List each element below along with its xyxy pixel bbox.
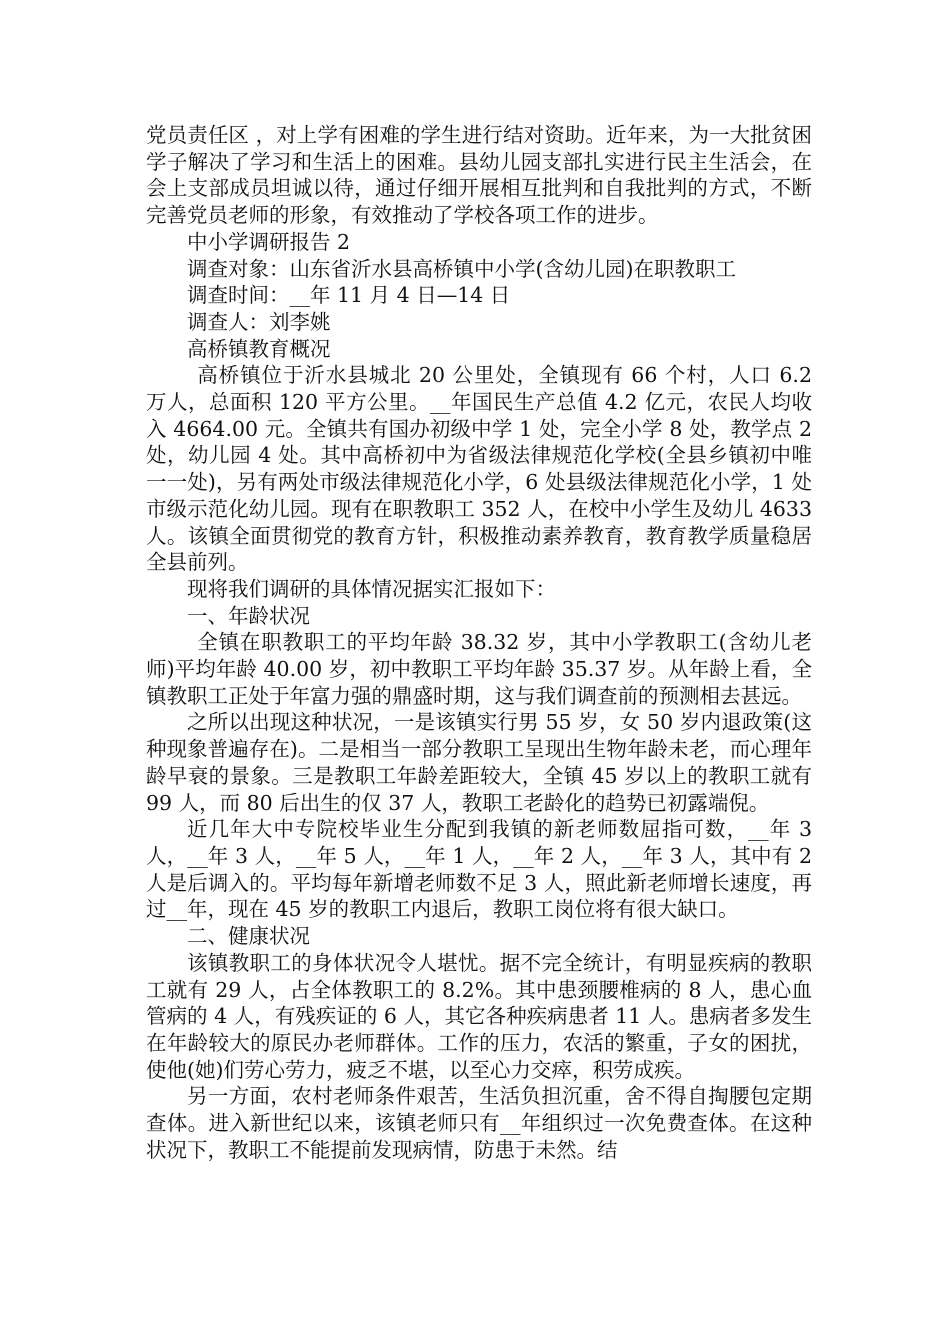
- survey-subject: 调查对象：山东省沂水县高桥镇中小学(含幼儿园)在职教职工: [187, 256, 736, 281]
- paragraph-intro-report: 现将我们调研的具体情况据实汇报如下：: [187, 576, 556, 601]
- survey-time: 调查时间：__年 11 月 4 日—14 日: [187, 283, 511, 308]
- report-title: 中小学调研报告 2: [187, 229, 351, 254]
- paragraph-age-reasons: 之所以出现这种状况，一是该镇实行男 55 岁，女 50 岁内退政策(这种现象普遍存在)。二是相当一部分教职工呈现出生物年龄未老，而心理年龄早衰的景象。三是教职工年龄差距较大，全镇 45 岁以上的教职工就有 99 人，而 80 后出生的仅 37 人，教职工老龄化的趋势已初露端倪。: [146, 710, 812, 815]
- paragraph-health-checkup: 另一方面，农村老师条件艰苦，生活负担沉重，舍不得自掏腰包定期查体。进入新世纪以来，该镇老师只有__年组织过一次免费查体。在这种状况下，教职工不能提前发现病情，防患于未然。结: [146, 1084, 812, 1162]
- section-heading-overview: 高桥镇教育概况: [187, 336, 331, 361]
- document-body: [146, 122, 812, 1163]
- paragraph-new-teachers: 近几年大中专院校毕业生分配到我镇的新老师数屈指可数，__年 3 人，__年 3 人，__年 5 人，__年 1 人，__年 2 人，__年 3 人，其中有 2 人是后调入的。平均每年新增老师数不足 3 人，照此新老师增长速度，再过__年，现在 45 岁的教职工内退后，教职工岗位将有很大缺口。: [146, 817, 812, 922]
- paragraph-overview: 高桥镇位于沂水县城北 20 公里处，全镇现有 66 个村，人口 6.2 万人，总面积 120 平方公里。__年国民生产总值 4.2 亿元，农民人均收入 4664.00 元。全镇共有国办初级中学 1 处，完全小学 8 处，教学点 2 处，幼儿园 4 处。其中高桥初中为省级法律规范化学校(全县乡镇初中唯一一处)，另有两处市级法律规范化小学，6 处县级法律规范化小学，1 处市级示范化幼儿园。现有在职教职工 352 人，在校中小学生及幼儿 4633 人。该镇全面贯彻党的教育方针，积极推动素养教育，教育教学质量稳居全县前列。: [146, 363, 812, 575]
- surveyor: 调查人：刘李姚: [187, 309, 331, 334]
- paragraph-health-status: 该镇教职工的身体状况令人堪忧。据不完全统计，有明显疾病的教职工就有 29 人，占全体教职工的 8.2%。其中患颈腰椎病的 8 人，患心血管病的 4 人，有残疾证的 6 人，其它各种疾病患者 11 人。患病者多发生在年龄较大的原民办老师群体。工作的压力，农活的繁重，子女的困扰，使他(她)们劳心劳力，疲乏不堪，以至心力交瘁，积劳成疾。: [146, 950, 812, 1082]
- paragraph-average-age: 全镇在职教职工的平均年龄 38.32 岁，其中小学教职工(含幼儿老师)平均年龄 40.00 岁，初中教职工平均年龄 35.37 岁。从年龄上看，全镇教职工正处于年富力强的鼎盛时期，这与我们调查前的预测相去甚远。: [146, 630, 812, 708]
- paragraph-party-responsibility: 党员责任区 ，对上学有困难的学生进行结对资助。近年来，为一大批贫困学子解决了学习和生活上的困难。县幼儿园支部扎实进行民主生活会，在会上支部成员坦诚以待，通过仔细开展相互批判和自我批判的方式，不断完善党员老师的形象，有效推动了学校各项工作的进步。: [146, 123, 812, 228]
- section-heading-age: 一、年龄状况: [187, 603, 310, 628]
- section-heading-health: 二、健康状况: [187, 924, 310, 949]
